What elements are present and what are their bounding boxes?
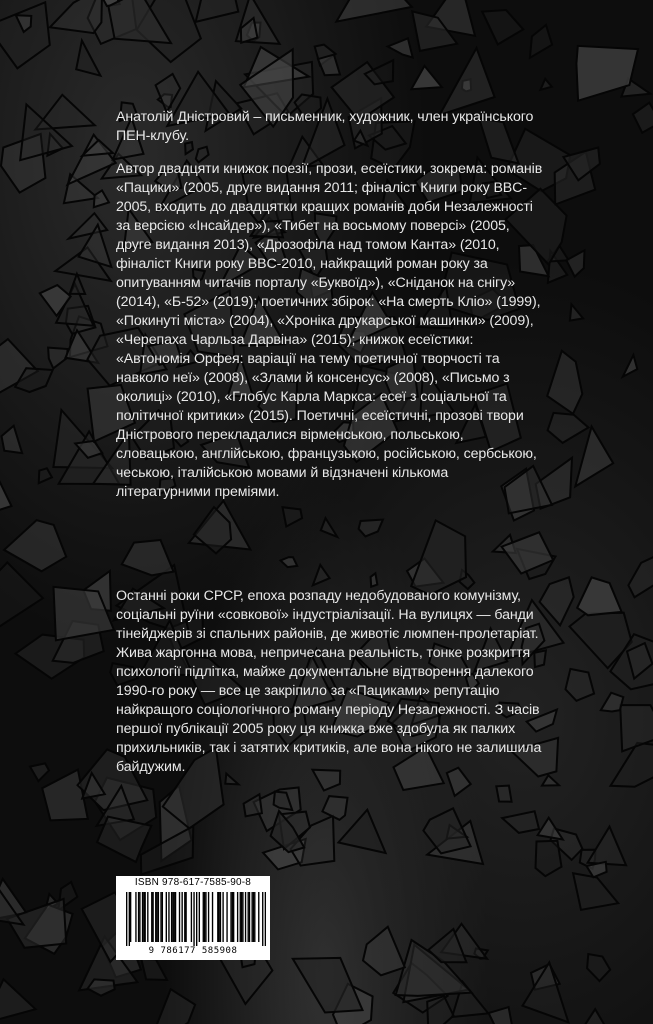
texture-shard xyxy=(0,979,36,1023)
texture-shard xyxy=(489,1007,513,1024)
barcode-bar xyxy=(179,892,180,942)
texture-shard xyxy=(411,520,466,595)
barcode-bar xyxy=(162,892,163,942)
barcode-bar xyxy=(185,892,186,942)
barcode-bar xyxy=(240,892,241,942)
author-intro: Анатолій Дністровий – письменник, художник, член українського ПЕН-клубу. xyxy=(116,109,534,144)
barcode-bar xyxy=(203,892,204,942)
barcode-bar xyxy=(258,892,259,942)
texture-shard xyxy=(423,808,470,853)
texture-shard xyxy=(141,959,167,980)
texture-shard xyxy=(587,954,610,981)
texture-shard xyxy=(0,476,12,513)
barcode-bar xyxy=(193,892,194,946)
barcode-bar xyxy=(265,892,266,946)
texture-shard xyxy=(318,55,340,76)
texture-shard xyxy=(39,468,52,483)
isbn-barcode-box xyxy=(116,876,270,960)
barcode-bar xyxy=(230,892,231,942)
barcode-bar xyxy=(233,892,234,942)
barcode-bar xyxy=(156,892,157,942)
texture-shard xyxy=(2,426,23,453)
texture-shard xyxy=(94,190,109,207)
barcode-bar xyxy=(204,892,205,942)
barcode-bar xyxy=(152,892,153,942)
texture-shard xyxy=(577,577,621,615)
barcode-bar xyxy=(168,892,169,942)
texture-shard xyxy=(76,41,100,76)
texture-shard xyxy=(540,79,551,90)
texture-shard xyxy=(611,743,653,787)
barcode-bar xyxy=(199,892,200,942)
texture-shard xyxy=(411,66,442,89)
texture-shard xyxy=(4,520,66,571)
barcode-bar xyxy=(158,892,159,942)
barcode-bar xyxy=(218,892,219,942)
texture-shard xyxy=(530,25,552,58)
barcode-bar xyxy=(242,892,243,942)
barcode-bar xyxy=(226,892,227,942)
barcode-bar xyxy=(217,892,218,942)
texture-shard xyxy=(156,989,195,1024)
barcode-bar xyxy=(253,892,254,942)
barcode-digits: 9 786177 585908 xyxy=(148,946,238,956)
barcode-bar xyxy=(144,892,145,942)
book-synopsis: Останні роки СРСР, епоха розпаду недобудованого комунізму, соціальні руїни «совкової» індустріалізації. На вулицях — банди тінейджерів зі спальних районів, де животіє люмпен-пролетаріат. Жива жаргонна мова, непричесана реальність, тонке розкриття психології підлітка, майже документальне відтворення далекого 1990-го року — все це закріпило за «Пациками» репутацію найкращого соціологічного роману періоду Незалежності. З часів першої публікації 2005 року ця книжка вже здобула як палких прихильників, так і затятих критиків, але вона нікого не залишила байдужим. xyxy=(116,588,542,775)
barcode-bar xyxy=(184,892,185,942)
texture-shard xyxy=(363,927,405,976)
texture-shard xyxy=(196,0,239,22)
barcode-bar xyxy=(151,892,152,942)
author-bibliography: Автор двадцяти книжок поезії, прози, есеїстики, зокрема: романів «Пацики» (2005, друге видання 2011; фіналіст Книги року BBC-2005, входить до двадцятки кращих романів доби Незалежності за версією «Інсайдер»), «Тибет на восьмому поверсі» (2005, друге видання 2013), «Дрозофіла над томом Канта» (2010, фіналіст Книги року BBC-2010, найкращий роман року за опитуванням читачів порталу «Буквоїд»), «Сніданок на снігу» (2014), «Б-52» (2019); поетичних збірок: «На смерть Кліо» (1999), «Покинуті міста» (2004), «Хроніка друкарської машинки» (2009), «Черепаха Чарльза Дарвіна» (2015); книжок есеїстики: «Автономія Орфея: варіації на тему поетичної творчості та навколо неї» (2008), «Злами й консенсус» (2008), «Письмо з околиці» (2010), «Глобус Карла Маркса: есеї з соціальної та політичної критики» (2015). Поетичні, есеїстичні, прозові твори Дністрового перекладалися вірменською, польською, словацькою, англійською, французькою, російською, сербською, чеською, італійською мовами й відзначені кількома літературними преміями. xyxy=(116,161,543,500)
texture-shard xyxy=(244,794,262,816)
texture-shard xyxy=(538,818,563,840)
barcode-bar xyxy=(160,892,161,942)
texture-shard xyxy=(536,841,562,876)
texture-shard xyxy=(371,573,378,586)
barcode-bar xyxy=(191,892,192,942)
barcode-bar xyxy=(155,892,156,942)
barcode xyxy=(126,892,266,946)
barcode-bar xyxy=(172,892,173,942)
barcode-bar xyxy=(254,892,255,942)
texture-shard xyxy=(122,540,174,575)
barcode-bar xyxy=(129,892,130,946)
texture-shard xyxy=(281,557,298,567)
barcode-bar xyxy=(171,892,172,942)
texture-shard xyxy=(502,811,539,833)
barcode-bar xyxy=(142,892,143,942)
barcode-bar xyxy=(135,892,136,942)
book-synopsis-section xyxy=(116,587,546,791)
texture-shard xyxy=(573,873,618,910)
texture-shard xyxy=(566,669,595,701)
texture-shard xyxy=(293,958,363,1013)
texture-shard xyxy=(359,520,383,537)
texture-shard xyxy=(42,770,88,821)
texture-shard xyxy=(547,351,582,414)
texture-shard xyxy=(566,250,584,276)
barcode-bar xyxy=(147,892,148,942)
barcode-bar xyxy=(196,892,197,946)
texture-shard xyxy=(588,827,627,866)
barcode-bar xyxy=(241,892,242,942)
texture-shard xyxy=(440,48,495,115)
texture-shard xyxy=(628,553,653,598)
barcode-bar xyxy=(232,892,233,942)
texture-shard xyxy=(570,304,583,320)
texture-shard xyxy=(30,763,49,781)
texture-shard xyxy=(482,10,523,44)
barcode-bar xyxy=(262,892,263,946)
texture-shard xyxy=(156,74,181,112)
barcode-bar xyxy=(143,892,144,942)
texture-shard xyxy=(313,565,330,585)
barcode-bar xyxy=(237,892,238,942)
texture-shard xyxy=(623,355,638,377)
texture-shard xyxy=(88,979,115,995)
texture-shard xyxy=(0,2,50,68)
barcode-bar xyxy=(245,892,246,942)
barcode-bar xyxy=(130,892,131,942)
texture-shard xyxy=(322,796,347,820)
texture-shard xyxy=(523,962,569,1022)
texture-shard xyxy=(633,103,653,133)
barcode-bar xyxy=(212,892,213,942)
texture-shard xyxy=(601,693,624,712)
barcode-bar xyxy=(174,892,175,942)
barcode-bar xyxy=(205,892,206,942)
texture-shard xyxy=(548,413,589,443)
texture-shard xyxy=(336,0,411,22)
texture-shard xyxy=(50,0,102,33)
barcode-bar xyxy=(208,892,209,942)
barcode-bar xyxy=(251,892,252,942)
barcode-bar xyxy=(248,892,249,942)
barcode-bar xyxy=(220,892,221,942)
barcode-bar xyxy=(181,892,182,942)
barcode-bar xyxy=(138,892,139,942)
isbn-label: ISBN 978-617-7585-90-8 xyxy=(134,877,252,888)
author-bio-section xyxy=(116,108,546,516)
texture-shard xyxy=(575,427,613,487)
texture-shard xyxy=(583,1009,605,1024)
barcode-bar xyxy=(166,892,167,942)
barcode-bar xyxy=(126,892,127,946)
texture-shard xyxy=(427,996,453,1024)
barcode-bar xyxy=(175,892,176,942)
barcode-bar xyxy=(222,892,223,942)
barcode-bar xyxy=(249,892,250,942)
texture-shard xyxy=(321,518,338,537)
texture-shard xyxy=(0,562,43,629)
barcode-bar xyxy=(139,892,140,942)
texture-shard xyxy=(388,38,413,57)
